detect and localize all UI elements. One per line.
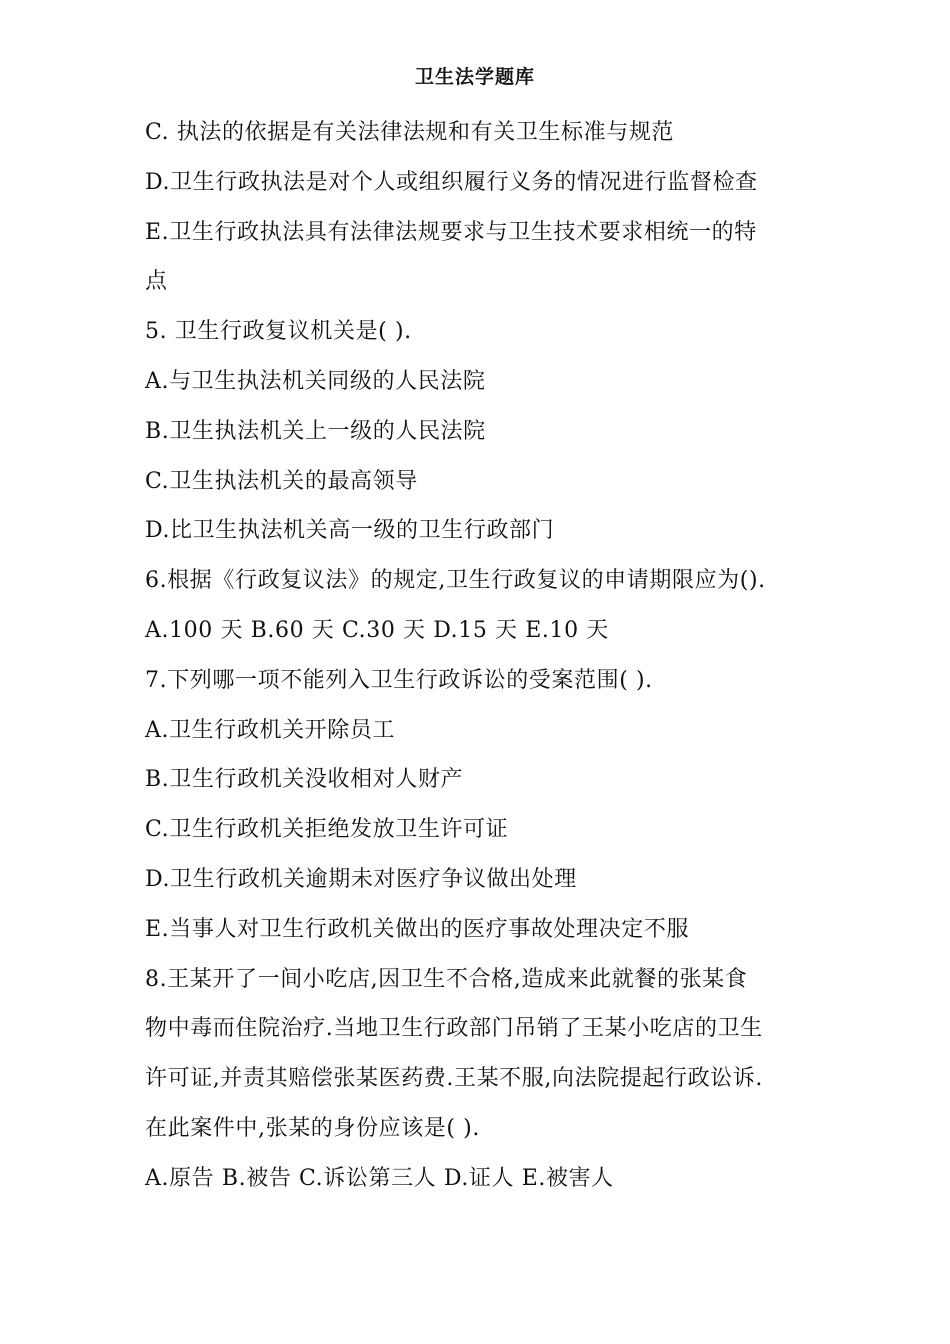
option-line: E.当事人对卫生行政机关做出的医疗事故处理决定不服 <box>145 916 690 942</box>
text-line: 点 <box>145 269 168 295</box>
option-line: A.100 天 B.60 天 C.30 天 D.15 天 E.10 天 <box>145 617 609 643</box>
question-6: 6.根据《行政复议法》的规定,卫生行政复议的申请期限应为(). <box>145 568 766 594</box>
text-line: 物中毒而住院治疗.当地卫生行政部门吊销了王某小吃店的卫生 <box>145 1016 763 1042</box>
option-line: C.卫生执法机关的最高领导 <box>145 468 418 494</box>
question-5: 5. 卫生行政复议机关是( ). <box>145 319 412 345</box>
text-line: 许可证,并责其赔偿张某医药费.王某不服,向法院提起行政讼诉. <box>145 1066 763 1092</box>
page-header: 卫生法学题库 <box>414 66 535 88</box>
text-line: D.卫生行政执法是对个人或组织履行义务的情况进行监督检查 <box>145 169 758 195</box>
option-line: A.原告 B.被告 C.诉讼第三人 D.证人 E.被害人 <box>145 1165 614 1191</box>
question-8: 8.王某开了一间小吃店,因卫生不合格,造成来此就餐的张某食 <box>145 966 748 992</box>
text-line: E.卫生行政执法具有法律法规要求与卫生技术要求相统一的特 <box>145 219 757 245</box>
option-line: C.卫生行政机关拒绝发放卫生许可证 <box>145 817 509 843</box>
option-line: A.与卫生执法机关同级的人民法院 <box>145 368 486 394</box>
option-line: D.比卫生执法机关高一级的卫生行政部门 <box>145 518 555 544</box>
document-body <box>145 108 825 1204</box>
option-line: D.卫生行政机关逾期未对医疗争议做出处理 <box>145 866 577 892</box>
text-line: C. 执法的依据是有关法律法规和有关卫生标准与规范 <box>145 120 675 145</box>
option-line: B.卫生执法机关上一级的人民法院 <box>145 418 486 444</box>
option-line: A.卫生行政机关开除员工 <box>145 717 396 743</box>
question-7: 7.下列哪一项不能列入卫生行政诉讼的受案范围( ). <box>145 667 653 693</box>
text-line: 在此案件中,张某的身份应该是( ). <box>145 1115 480 1141</box>
option-line: B.卫生行政机关没收相对人财产 <box>145 767 464 793</box>
